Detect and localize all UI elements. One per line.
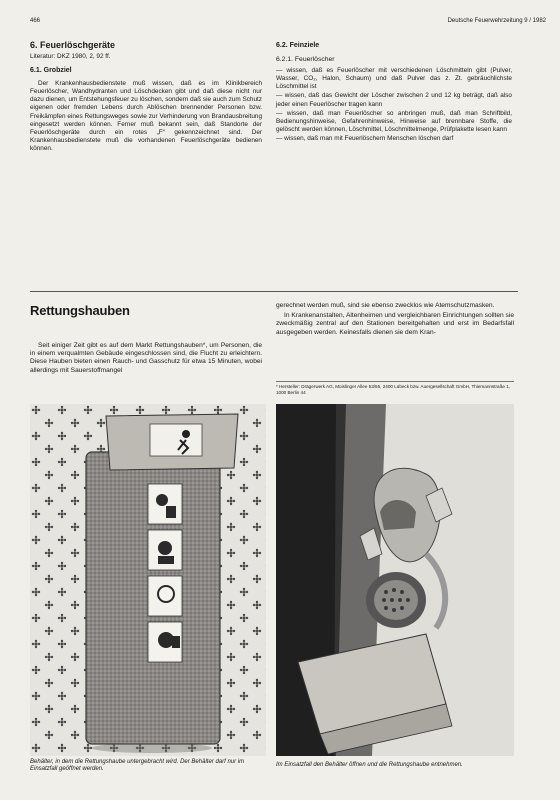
list-item: — wissen, daß es Feuerlöscher mit verschiedenen Löschmitteln gibt (Pulver, Wasser, CO₂, Halon, Schaum) und daß Pulver das z. Zt. gebräuchlichste Löschmittel ist	[276, 67, 512, 91]
subsubsection-title-feuerloescher: 6.2.1. Feuerlöscher	[276, 56, 335, 64]
feinziele-list	[276, 67, 512, 143]
article-continuation	[276, 302, 514, 339]
subsection-title-feinziele: 6.2. Feinziele	[276, 42, 320, 49]
photo1-caption: Behälter, in dem die Rettungshaube untergebracht wird. Der Behälter darf nur im Einsatzfall geöffnet werden.	[30, 759, 245, 773]
section-title: 6. Feuerlöschgeräte	[30, 40, 116, 50]
footnote: * Hersteller: Drägerwerk AG, Moislinger Allee 53/55, 2400 Lübeck bzw. Auergesellschaft GmbH, Thiemannstraße 1, 1000 Berlin 44	[276, 381, 514, 395]
article-intro	[30, 342, 262, 377]
article-title: Rettungshauben	[30, 303, 130, 318]
literature-reference: Literatur: DKZ 1980, 2, 92 ff.	[30, 53, 111, 60]
photo-hood-container-image	[30, 404, 266, 756]
subsection-title-grobziel: 6.1. Grobziel	[30, 67, 72, 75]
list-item: — wissen, daß man mit Feuerlöschern Menschen löschen darf	[276, 134, 454, 142]
photo-hood-removal-image	[276, 404, 514, 756]
section-divider	[30, 291, 518, 292]
section6-left-column	[30, 40, 262, 155]
photo-hood-container	[30, 404, 266, 756]
photo2-caption: Im Einsatzfall den Behälter öffnen und die Rettungshaube entnehmen.	[276, 762, 463, 768]
photo-hood-removal	[276, 404, 514, 756]
list-item: — wissen, daß man Feuerlöscher so anbringen muß, daß man Schriftbild, Bedienungshinweise, Gefahrenhinweise, Hinweise auf brennbare Stoffe, die gelöscht werden können, Löschmittel, Löschmittelmenge, Prüfplakette lesen kann	[276, 109, 512, 133]
running-head: Deutsche Feuerwehrzeitung 9 / 1982	[447, 18, 546, 24]
article-continuation-text-2: In Krankenanstalten, Altenheimen und vergleichbaren Einrichtungen sollten sie zweckmäßig zentral auf den Stationen bereitgehalten und erst im Bedarfsfall ausgegeben werden. Keinesfalls dienen sie dem Kran-	[276, 312, 514, 336]
grobziel-text: Der Krankenhausbedienstete muß wissen, daß es im Klinikbereich Feuerlöscher, Wandhydranten und Löschdecken gibt und daß diese nicht nur dazu dienen, um Entstehungsfeuer zu löschen, sondern daß sie auch zum Schutz eigenen oder fremden Lebens durch Ablöschen brennender Personen bzw. Freikämpfen eines Rettungsweges sowie zur Verhinderung von Brandausbreitung eingesetzt werden können. Ferner muß bekannt sein, daß Standorte der Feuerlöschgeräte durch ein rotes „F“ gekennzeichnet sind. Der Krankenhausbedienstete muß die vorhandenen Feuerlöschgeräte bedienen können.	[30, 80, 262, 152]
list-item: — wissen, daß das Gewicht der Löscher zwischen 2 und 12 kg beträgt, daß also jeder einen Feuerlöscher tragen kann	[276, 92, 512, 108]
article-intro-text: Seit einiger Zeit gibt es auf dem Markt Rettungshauben*, um Personen, die in einem verqualmten Gebäude eingeschlossen sind, die Flucht zu erleichtern. Diese Hauben bieten einen Rauch- und Gasschutz für etwa 15 Minuten, wobei allerdings mit Sauerstoffmangel	[30, 342, 262, 374]
article-continuation-text-1: gerechnet werden muß, sind sie ebenso zwecklos wie Atemschutzmasken.	[276, 302, 495, 309]
section6-right-column	[276, 40, 512, 144]
page-number: 466	[30, 18, 41, 24]
